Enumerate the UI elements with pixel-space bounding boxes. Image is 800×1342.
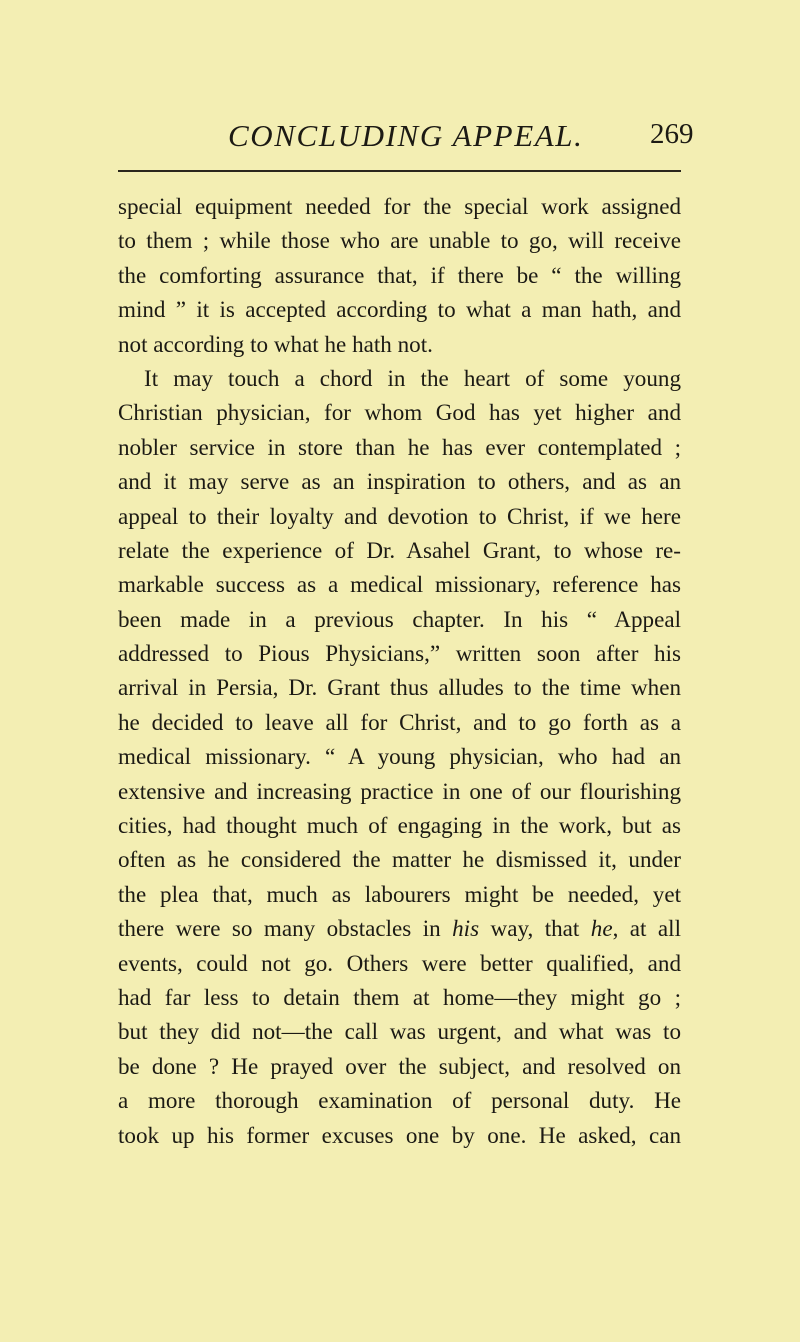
text-line: It may touch a chord in the heart of some young <box>144 364 681 391</box>
body-text <box>118 189 681 1152</box>
text-line: a more thorough examination of personal duty. He <box>118 1087 681 1114</box>
text-line: the plea that, much as labourers might be needed, yet <box>118 880 681 907</box>
text-line: he decided to leave all for Christ, and to go forth as a <box>118 708 681 735</box>
text-line: mind ” it is accepted according to what a man hath, and <box>118 296 681 323</box>
text-segment: there were so many obstacles in <box>118 915 453 942</box>
page-number: 269 <box>650 118 694 150</box>
text-line-with-italics <box>118 911 681 945</box>
text-line: the comforting assurance that, if there be “ the willing <box>118 261 681 288</box>
text-line: to them ; while those who are unable to go, will receive <box>118 227 681 254</box>
text-line: Christian physician, for whom God has yet higher and <box>118 399 681 426</box>
text-line: medical missionary. “ A young physician, who had an <box>118 743 681 770</box>
text-line: events, could not go. Others were better qualified, and <box>118 949 681 976</box>
text-line: took up his former excuses one by one. He asked, can <box>118 1121 681 1148</box>
text-line: markable success as a medical missionary, reference has <box>118 571 681 598</box>
text-line: appeal to their loyalty and devotion to Christ, if we here <box>118 502 681 529</box>
text-segment: , at all <box>612 915 681 942</box>
italic-his: his <box>452 915 480 942</box>
italic-he: he <box>590 915 613 942</box>
text-line: but they did not—the call was urgent, and what was to <box>118 1018 681 1045</box>
text-segment: way, that <box>479 915 591 942</box>
running-title: CONCLUDING APPEAL. <box>228 118 584 153</box>
text-line: been made in a previous chapter. In his “ Appeal <box>118 605 681 632</box>
text-line: arrival in Persia, Dr. Grant thus alludes to the time when <box>118 674 681 701</box>
header-rule <box>118 170 681 172</box>
text-line: addressed to Pious Physicians,” written soon after his <box>118 640 681 667</box>
text-line: nobler service in store than he has ever contemplated ; <box>118 433 681 460</box>
text-line: relate the experience of Dr. Asahel Grant, to whose re- <box>118 536 681 563</box>
text-line: special equipment needed for the special work assigned <box>118 193 681 219</box>
text-line: be done ? He prayed over the subject, and resolved on <box>118 1052 681 1079</box>
text-line: not according to what he hath not. <box>118 330 433 357</box>
running-header <box>0 118 800 158</box>
text-line: extensive and increasing practice in one of our flourishing <box>118 777 681 804</box>
text-line: had far less to detain them at home—they might go ; <box>118 983 681 1010</box>
text-line: often as he considered the matter he dismissed it, under <box>118 846 681 873</box>
text-line: and it may serve as an inspiration to others, and as an <box>118 468 681 495</box>
text-line: cities, had thought much of engaging in the work, but as <box>118 812 681 839</box>
